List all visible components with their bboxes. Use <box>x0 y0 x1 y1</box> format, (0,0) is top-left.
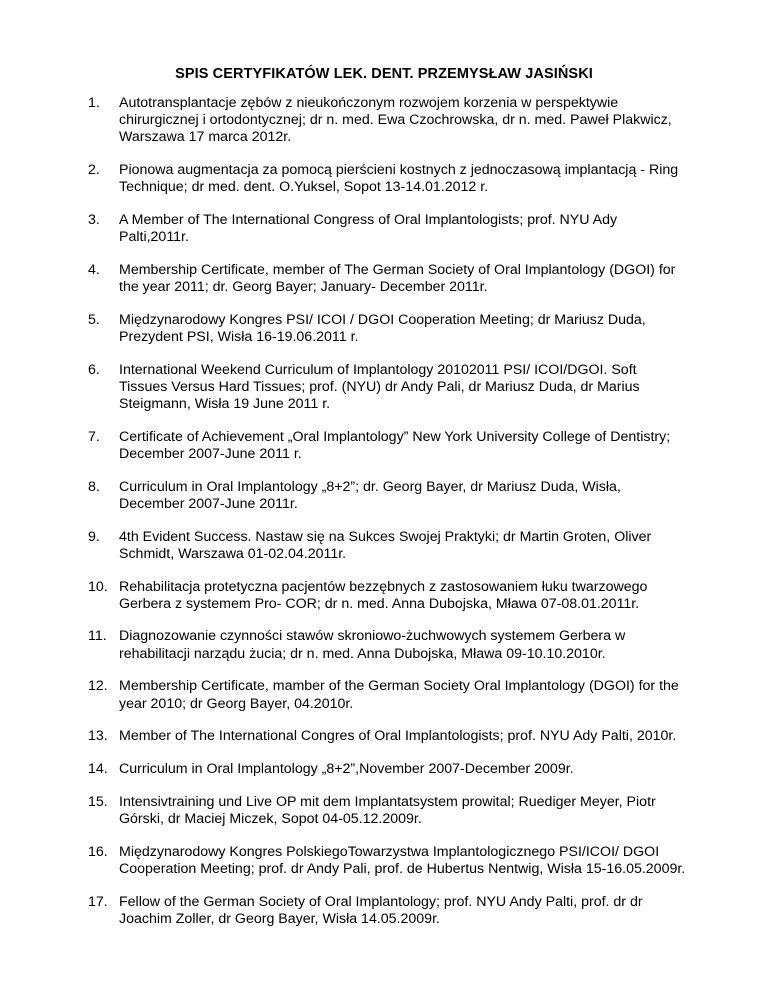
item-number: 8. <box>88 478 100 495</box>
item-number: 11. <box>88 628 107 645</box>
item-text: Autotransplantacje zębów z nieukończonym rozwojem korzenia w perspektywie chirurgicznej i ortodontycznej; dr n. med. Ewa Czochrowska, dr n. med. Paweł Plakwicz, Warszawa 17 marca 2012r. <box>119 95 672 146</box>
item-text: Międzynarodowy Kongres PolskiegoTowarzystwa Implantologicznego PSI/ICOI/ DGOI Cooperation Meeting; prof. dr Andy Pali, prof. de Hubertus Nentwig, Wisła 15-16.05.2009r. <box>119 843 686 877</box>
item-text: Rehabilitacja protetyczna pacjentów bezzębnych z zastosowaniem łuku twarzowego Gerbera z systemem Pro- COR; dr n. med. Anna Dubojska, Mława 07-08.01.2011r. <box>119 578 648 612</box>
list-item <box>88 529 688 563</box>
list-item <box>88 312 688 346</box>
item-number: 14. <box>88 760 108 777</box>
item-number: 15. <box>88 793 108 810</box>
list-item <box>88 95 688 147</box>
item-text: Międzynarodowy Kongres PSI/ ICOI / DGOI Cooperation Meeting; dr Mariusz Duda, Prezydent PSI, Wisła 16-19.06.2011 r. <box>119 311 646 346</box>
item-number: 2. <box>88 162 100 179</box>
item-text: 4th Evident Success. Nastaw się na Sukces Swojej Praktyki; dr Martin Groten, Oliver Schmidt, Warszawa 01-02.04.2011r. <box>119 528 652 562</box>
item-text: Membership Certificate, member of The German Society of Oral Implantology (DGOI) for the year 2011; dr. Georg Bayer; January- December 2011r. <box>119 261 676 296</box>
list-item <box>88 262 688 296</box>
item-text: Curriculum in Oral Implantology „8+2”; dr. Georg Bayer, dr Mariusz Duda, Wisła, December 2007-June 2011r. <box>119 478 621 512</box>
list-item <box>88 844 688 878</box>
list-item <box>88 429 688 463</box>
list-item <box>88 761 688 778</box>
list-item <box>88 212 688 246</box>
list-item <box>88 362 688 414</box>
item-number: 13. <box>88 728 108 745</box>
list-item <box>88 579 688 613</box>
item-number: 7. <box>88 428 100 445</box>
document-title: SPIS CERTYFIKATÓW LEK. DENT. PRZEMYSŁAW JASIŃSKI <box>175 66 593 82</box>
item-text: Membership Certificate, mamber of the German Society Oral Implantology (DGOI) for the year 2010; dr Georg Bayer, 04.2010r. <box>119 678 679 712</box>
certificate-list <box>88 95 688 943</box>
list-item <box>88 894 688 928</box>
item-number: 17. <box>88 893 108 910</box>
item-number: 6. <box>88 361 100 378</box>
list-item <box>88 678 688 712</box>
item-number: 3. <box>88 212 100 229</box>
item-text: Intensivtraining und Live OP mit dem Implantatsystem prowital; Ruediger Meyer, Piotr Górski, dr Maciej Miczek, Sopot 04-05.12.2009r. <box>119 793 656 827</box>
item-text: A Member of The International Congress of Oral Implantologists; prof. NYU Ady Palti,2011r. <box>119 212 618 246</box>
list-item <box>88 794 688 828</box>
item-number: 4. <box>88 261 100 278</box>
item-text: Pionowa augmentacja za pomocą pierścieni kostnych z jednoczasową implantacją - Ring Technique; dr med. dent. O.Yuksel, Sopot 13-14.01.2012 r. <box>119 162 679 196</box>
item-number: 5. <box>88 311 100 328</box>
item-text: Certificate of Achievement „Oral Implantology” New York University College of Dentistry; December 2007-June 2011 r. <box>119 428 671 463</box>
item-number: 9. <box>88 528 100 545</box>
item-text: Curriculum in Oral Implantology „8+2”,November 2007-December 2009r. <box>119 760 574 777</box>
item-number: 12. <box>88 678 108 695</box>
item-number: 10. <box>88 578 108 595</box>
item-number: 16. <box>88 843 108 860</box>
item-text: Diagnozowanie czynności stawów skroniowo-żuchwowych systemem Gerbera w rehabilitacji narządu żucia; dr n. med. Anna Dubojska, Mława 09-10.10.2010r. <box>119 628 626 662</box>
list-item <box>88 162 688 196</box>
list-item <box>88 628 688 662</box>
list-item <box>88 728 688 745</box>
list-item <box>88 479 688 513</box>
item-text: International Weekend Curriculum of Implantology 20102011 PSI/ ICOI/DGOI. Soft Tissues Versus Hard Tissues; prof. (NYU) dr Andy Pali, dr Mariusz Duda, dr Marius Steigmann, Wisła 19 June 2011 r. <box>119 361 640 413</box>
item-text: Fellow of the German Society of Oral Implantology; prof. NYU Andy Palti, prof. dr dr Joachim Zoller, dr Georg Bayer, Wisła 14.05.2009r. <box>119 893 643 927</box>
item-text: Member of The International Congres of Oral Implantologists; prof. NYU Ady Palti, 2010r. <box>119 728 677 745</box>
item-number: 1. <box>88 95 100 111</box>
